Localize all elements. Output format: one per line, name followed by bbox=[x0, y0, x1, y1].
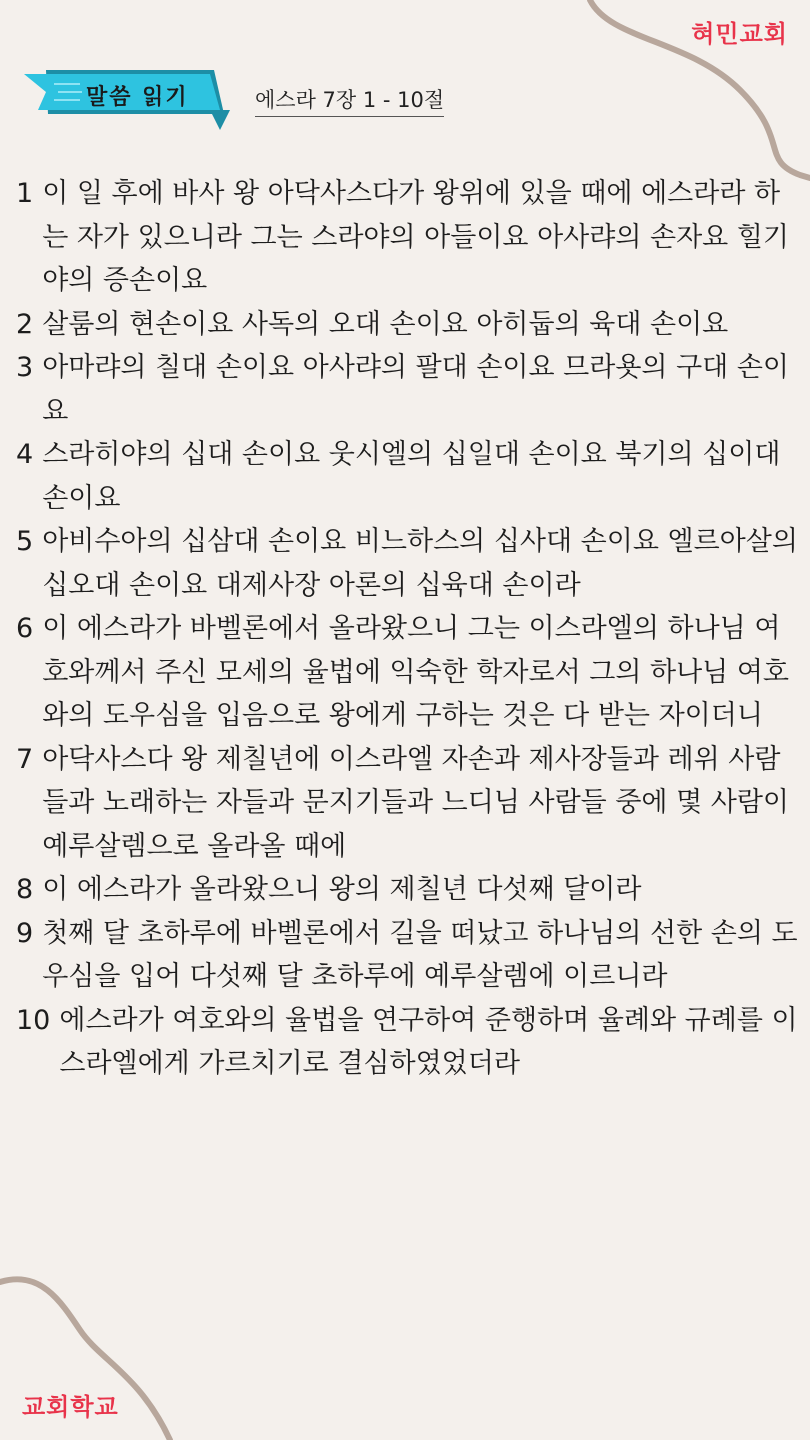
verse-text: 살룸의 현손이요 사독의 오대 손이요 아히둡의 육대 손이요 bbox=[42, 308, 729, 340]
verse-number: 5 bbox=[16, 526, 34, 557]
verse-text: 스라히야의 십대 손이요 웃시엘의 십일대 손이요 북기의 십이대 손이요 bbox=[42, 439, 781, 514]
verse-list bbox=[16, 172, 804, 1086]
verse-item bbox=[16, 303, 804, 347]
verse-text: 아닥사스다 왕 제칠년에 이스라엘 자손과 제사장들과 레위 사람들과 노래하는 자들과 문지기들과 느디님 사람들 중에 몇 사람이 예루살렘으로 올라올 때에 bbox=[42, 743, 789, 862]
verse-text: 아마랴의 칠대 손이요 아사랴의 팔대 손이요 므라욧의 구대 손이요 bbox=[42, 352, 789, 427]
verse-text: 이 일 후에 바사 왕 아닥사스다가 왕위에 있을 때에 에스라라 하는 자가 있으니라 그는 스라야의 아들이요 아사랴의 손자요 힐기야의 증손이요 bbox=[42, 178, 789, 296]
verse-item bbox=[16, 912, 804, 999]
verse-text: 에스라가 여호와의 율법을 연구하여 준행하며 율례와 규례를 이스라엘에게 가르치기로 결심하였었더라 bbox=[59, 1004, 798, 1079]
verse-number: 1 bbox=[16, 178, 34, 209]
verse-number: 4 bbox=[16, 439, 34, 470]
verse-number: 9 bbox=[16, 917, 34, 949]
verse-number: 2 bbox=[16, 308, 34, 340]
verse-item bbox=[16, 520, 804, 607]
church-logo-text: 혀민교회 bbox=[691, 20, 788, 48]
verse-text: 첫째 달 초하루에 바벨론에서 길을 떠났고 하나님의 선한 손의 도우심을 입어 다섯째 달 초하루에 예루살렘에 이르니라 bbox=[42, 917, 798, 992]
verse-item bbox=[16, 607, 804, 738]
verse-item bbox=[16, 738, 804, 869]
section-badge bbox=[24, 70, 230, 132]
verse-text: 아비수아의 십삼대 손이요 비느하스의 십사대 손이요 엘르아살의 십오대 손이요 대제사장 아론의 십육대 손이라 bbox=[42, 526, 798, 601]
badge-label: 말씀 읽기 bbox=[86, 85, 189, 110]
verse-text: 이 에스라가 올라왔으니 왕의 제칠년 다섯째 달이라 bbox=[42, 874, 642, 905]
verse-number: 10 bbox=[16, 1004, 51, 1036]
verse-number: 3 bbox=[16, 352, 34, 383]
verse-item bbox=[16, 346, 804, 433]
verse-number: 8 bbox=[16, 874, 34, 905]
verse-text: 이 에스라가 바벨론에서 올라왔으니 그는 이스라엘의 하나님 여호와께서 주신 모세의 율법에 익숙한 학자로서 그의 하나님 여호와의 도우심을 입음으로 왕에게 구하는 것은 다 받는 자이더니 bbox=[42, 613, 789, 731]
verse-item bbox=[16, 172, 804, 303]
verse-number: 6 bbox=[16, 613, 34, 644]
verse-item bbox=[16, 433, 804, 520]
verse-item bbox=[16, 868, 804, 912]
verse-item bbox=[16, 999, 804, 1086]
school-logo-text: 교회학교 bbox=[22, 1393, 119, 1421]
verse-number: 7 bbox=[16, 743, 34, 775]
scripture-reference: 에스라 7장 1 - 10절 bbox=[255, 84, 444, 117]
